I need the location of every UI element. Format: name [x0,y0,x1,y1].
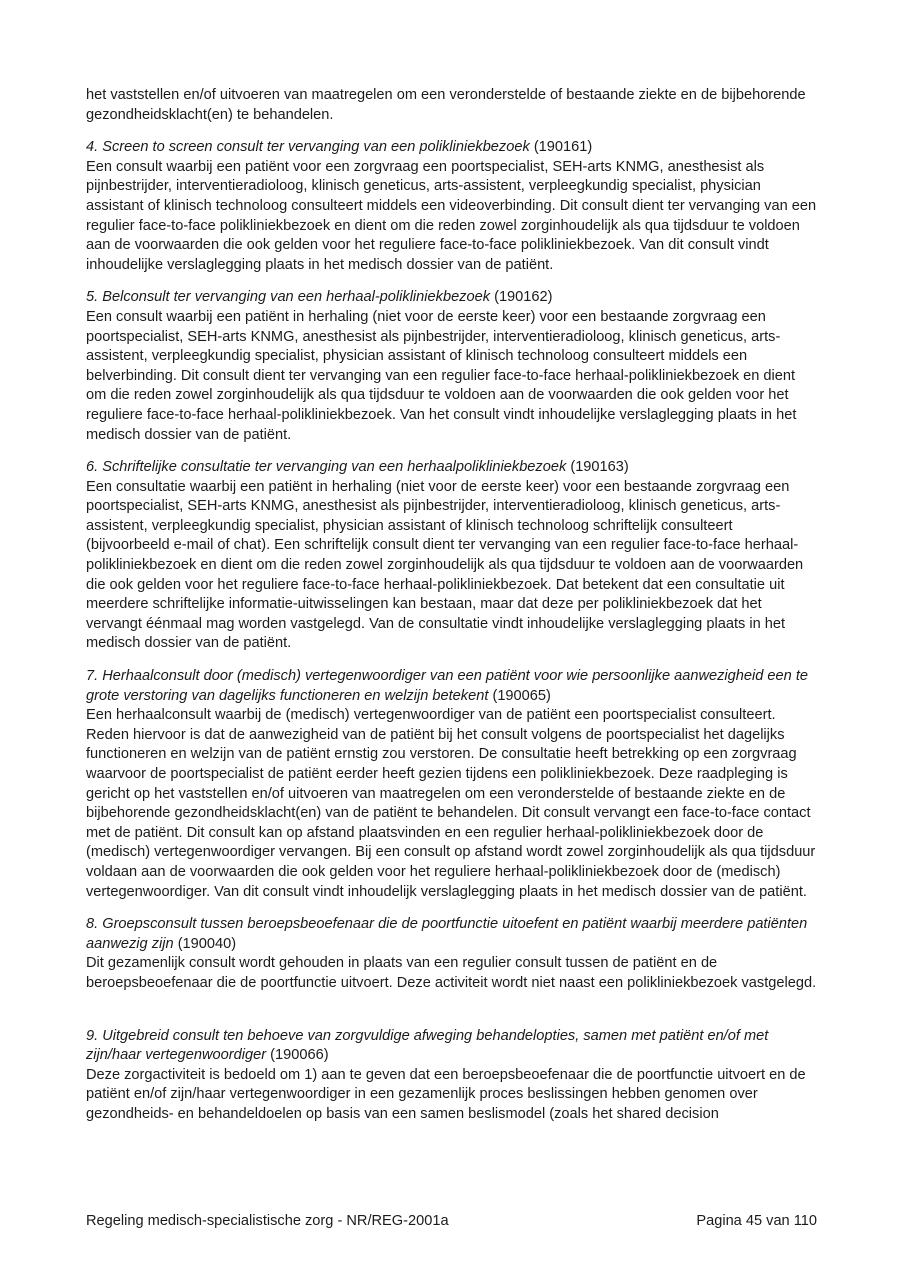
section-body: Een consult waarbij een patiënt voor een zorgvraag een poortspecialist, SEH-arts KNMG, anesthesist als pijnbestrijder, interventieradioloog, klinisch geneticus, arts-assistent, verpleegkundig specialist, physician assistant of klinisch technoloog consulteert middels een videoverbinding. Dit consult dient ter vervanging van een regulier face-to-face polikliniekbezoek en dient om die reden zowel zorginhoudelijk als qua tijdsduur te voldoen aan de voorwaarden die ook gelden voor het reguliere face-to-face polikliniekbezoek. Van dit consult vindt inhoudelijke verslaglegging plaats in het medisch dossier van de patiënt. [86,158,817,273]
section-heading-title: 7. Herhaalconsult door (medisch) vertegenwoordiger van een patiënt voor wie persoonlijke aanwezigheid een te grote verstoring van dagelijks functioneren en welzijn betekent [86,668,809,704]
section-code: (190162) [494,289,553,306]
sections-container [86,138,817,1124]
section-body: Dit gezamenlijk consult wordt gehouden in plaats van een regulier consult tussen de patiënt en de beroepsbeoefenaar die de poortfunctie uitvoert. Deze activiteit wordt niet naast een polikliniekbezoek vastgelegd. [86,955,817,991]
section-heading [86,138,817,158]
section-heading-title: 4. Screen to screen consult ter vervanging van een polikliniekbezoek [86,139,530,156]
section-heading-title: 8. Groepsconsult tussen beroepsbeoefenaar die de poortfunctie uitoefent en patiënt waarbij meerdere patiënten aanwezig zijn [86,916,808,952]
section-body: Een consult waarbij een patiënt in herhaling (niet voor de eerste keer) voor een bestaande zorgvraag een poortspecialist, SEH-arts KNMG, anesthesist als pijnbestrijder, interventieradioloog, klinisch geneticus, arts-assistent, verpleegkundig specialist, physician assistant of klinisch technoloog consulteert middels een belverbinding. Dit consult dient ter vervanging van een regulier face-to-face herhaal-polikliniekbezoek en dient om die reden zowel zorginhoudelijk als qua tijdsduur te voldoen aan de voorwaarden die ook gelden voor het reguliere face-to-face herhaal-polikliniekbezoek. Van het consult vindt inhoudelijke verslaglegging plaats in het medisch dossier van de patiënt. [86,308,797,443]
section-code: (190161) [533,139,593,156]
consult-section [86,288,817,445]
section-body: Deze zorgactiviteit is bedoeld om 1) aan te geven dat een beroepsbeoefenaar die de poortfunctie uitvoert en de patiënt en/of zijn/haar vertegenwoordiger in een gezamenlijk proces beslissingen hebben genomen over gezondheids- en behandeldoelen op basis van een samen beslismodel (zoals het shared decision [86,1066,806,1122]
consult-section [86,458,817,654]
section-body: Een herhaalconsult waarbij de (medisch) vertegenwoordiger van de patiënt een poortspecialist consulteert. Reden hiervoor is dat de aanwezigheid van de patiënt bij het consult volgens de poortspecialist het dagelijks functioneren en welzijn van de patiënt ernstig zou verstoren. De consultatie heeft betrekking op een zorgvraag waarvoor de poortspecialist de patiënt eerder heeft gezien tijdens een polikliniekbezoek. Deze raadpleging is gericht op het vaststellen en/of uitvoeren van maatregelen om een veronderstelde of bestaande ziekte en de bijbehorende gezondheidsklacht(en) van de patiënt te behandelen. Dit consult vervangt een face-to-face contact met de patiënt. Dit consult kan op afstand plaatsvinden en een regulier herhaal-polikliniekbezoek door de (medisch) vertegenwoordiger vervangen. Bij een consult op afstand wordt zowel zorginhoudelijk als qua tijdsduur voldaan aan de voorwaarden die ook gelden voor het reguliere herhaal-polikliniekbezoek door de (medisch) vertegenwoordiger. Van dit consult vindt inhoudelijk verslaglegging plaats in het medisch dossier van de patiënt. [86,707,816,900]
section-body: Een consultatie waarbij een patiënt in herhaling (niet voor de eerste keer) voor een bestaande zorgvraag een poortspecialist, SEH-arts KNMG, anesthesist als pijnbestrijder, interventieradioloog, klinisch geneticus, arts-assistent, verpleegkundig specialist, physician assistant of klinisch technoloog schriftelijk consulteert (bijvoorbeeld e-mail of chat). Een schriftelijk consult dient ter vervanging van een regulier face-to-face herhaal-polikliniekbezoek en dient om die reden zowel zorginhoudelijk als qua tijdsduur te voldoen aan de voorwaarden die ook gelden voor het reguliere face-to-face herhaal-polikliniekbezoek. Dat betekent dat een consultatie uit meerdere schriftelijke informatie-uitwisselingen kan bestaan, maar dat deze per polikliniekbezoek dat het vervangt éénmaal mag worden vastgelegd. Van de consultatie vindt inhoudelijke verslaglegging plaats in het medisch dossier van de patiënt. [86,478,804,652]
section-code: (190163) [570,459,629,476]
consult-section [86,667,817,902]
footer-page-number: Pagina 45 van 110 [696,1213,817,1229]
section-heading-title: 5. Belconsult ter vervanging van een herhaal-polikliniekbezoek [86,289,491,306]
section-heading [86,1027,817,1066]
section-heading-title: 9. Uitgebreid consult ten behoeve van zorgvuldige afweging behandelopties, samen met patiënt en/of met zijn/haar vertegenwoordiger [86,1027,769,1064]
section-heading [86,458,817,478]
consult-section [86,138,817,275]
section-code: (190040) [177,935,237,952]
consult-section [86,1027,817,1125]
footer-document-title: Regeling medisch-specialistische zorg - NR/REG-2001a [86,1213,449,1229]
section-heading-title: 6. Schriftelijke consultatie ter vervanging van een herhaalpolikliniekbezoek [86,459,567,476]
page-content [86,86,817,1125]
section-heading [86,288,817,308]
section-heading [86,915,817,954]
consult-section [86,915,817,993]
section-heading [86,667,817,706]
intro-paragraph: het vaststellen en/of uitvoeren van maatregelen om een veronderstelde of bestaande ziekte en de bijbehorende gezondheidsklacht(en) te behandelen. [86,87,806,123]
section-code: (190066) [270,1047,329,1064]
page-footer [86,1212,817,1231]
section-code: (190065) [492,687,551,704]
